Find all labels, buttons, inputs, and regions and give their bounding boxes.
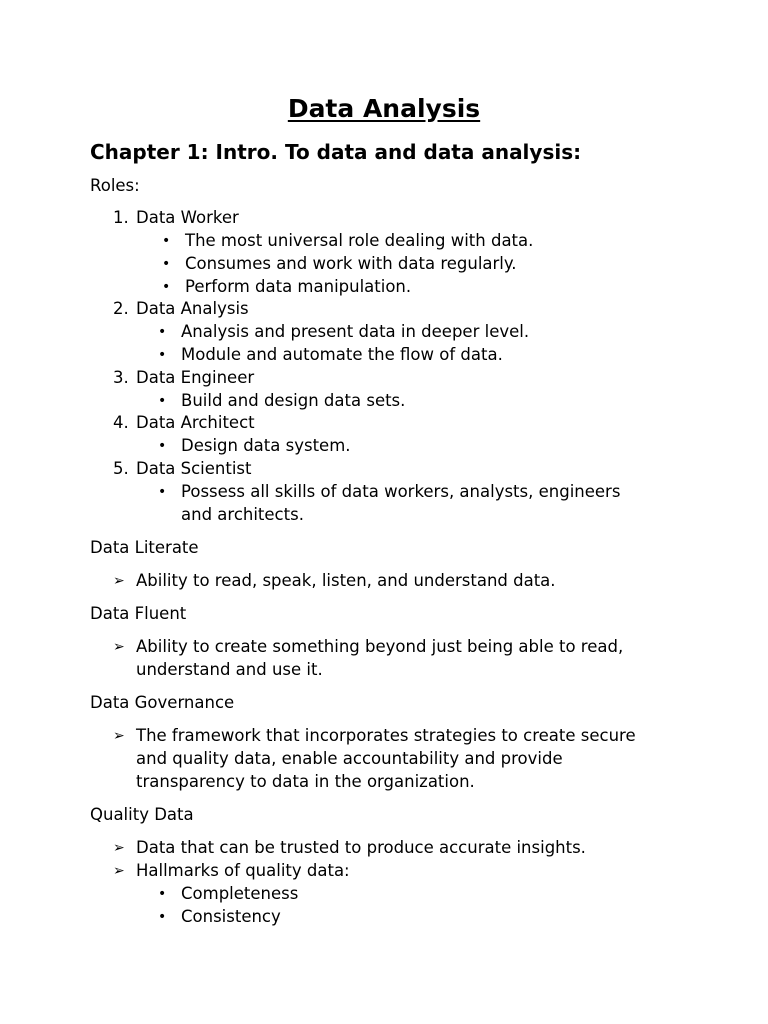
role-name: Data Analysis — [136, 299, 249, 318]
bullet-icon: • — [162, 279, 171, 295]
roles-label: Roles: — [90, 176, 140, 195]
section-item-continued: and quality data, enable accountability and provide — [136, 749, 563, 768]
role-point: Perform data manipulation. — [185, 277, 412, 296]
section-item: The framework that incorporates strategies to create secure — [136, 726, 636, 745]
arrow-bullet-icon: ➢ — [113, 863, 125, 879]
section-heading: Data Literate — [90, 538, 199, 557]
role-point: Analysis and present data in deeper level. — [181, 322, 530, 341]
role-point: The most universal role dealing with data. — [185, 231, 534, 250]
bullet-icon: • — [158, 484, 167, 500]
arrow-bullet-icon: ➢ — [113, 639, 125, 655]
section-heading: Data Fluent — [90, 604, 187, 623]
section-item-continued: understand and use it. — [136, 660, 323, 679]
role-number: 1. — [113, 208, 129, 227]
section-item: Ability to read, speak, listen, and understand data. — [136, 571, 556, 590]
role-name: Data Engineer — [136, 368, 255, 387]
bullet-icon: • — [158, 324, 167, 340]
section-item: Ability to create something beyond just being able to read, — [136, 637, 624, 656]
role-point: Possess all skills of data workers, analysts, engineers — [181, 482, 621, 501]
section-item: Hallmarks of quality data: — [136, 861, 350, 880]
hallmark-item: Consistency — [181, 907, 281, 926]
document-title: Data Analysis — [287, 94, 481, 123]
section-item-continued: transparency to data in the organization. — [136, 772, 475, 791]
hallmark-item: Completeness — [181, 884, 299, 903]
arrow-bullet-icon: ➢ — [113, 728, 125, 744]
bullet-icon: • — [158, 909, 167, 925]
role-point: Design data system. — [181, 436, 351, 455]
role-point: Build and design data sets. — [181, 391, 406, 410]
role-number: 5. — [113, 459, 129, 478]
bullet-icon: • — [158, 886, 167, 902]
bullet-icon: • — [158, 393, 167, 409]
role-name: Data Scientist — [136, 459, 252, 478]
role-name: Data Architect — [136, 413, 255, 432]
role-point: Module and automate the flow of data. — [181, 345, 503, 364]
role-number: 2. — [113, 299, 129, 318]
role-number: 4. — [113, 413, 129, 432]
bullet-icon: • — [158, 347, 167, 363]
bullet-icon: • — [158, 438, 167, 454]
section-heading: Data Governance — [90, 693, 235, 712]
bullet-icon: • — [162, 233, 171, 249]
role-point: Consumes and work with data regularly. — [185, 254, 517, 273]
role-point-continued: and architects. — [181, 505, 304, 524]
section-heading: Quality Data — [90, 805, 194, 824]
section-item: Data that can be trusted to produce accurate insights. — [136, 838, 586, 857]
bullet-icon: • — [162, 256, 171, 272]
arrow-bullet-icon: ➢ — [113, 840, 125, 856]
role-number: 3. — [113, 368, 129, 387]
chapter-heading: Chapter 1: Intro. To data and data analysis: — [90, 140, 582, 164]
role-name: Data Worker — [136, 208, 239, 227]
arrow-bullet-icon: ➢ — [113, 573, 125, 589]
